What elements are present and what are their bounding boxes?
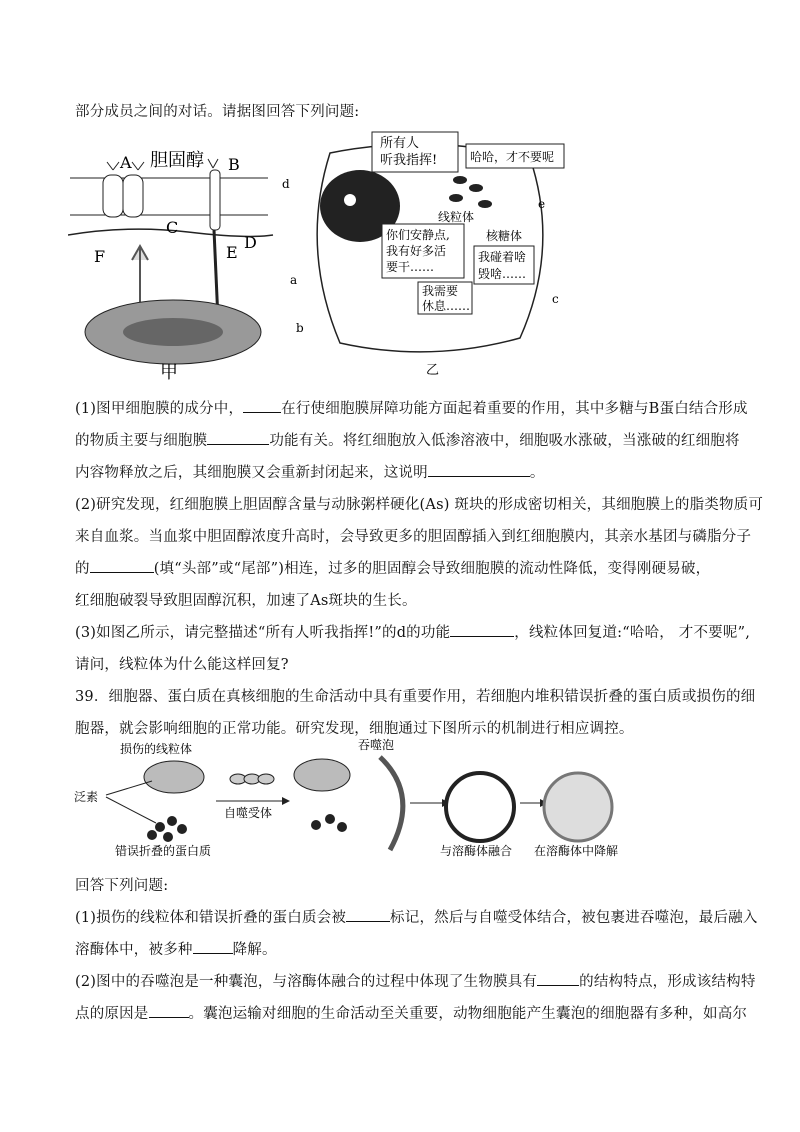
q39-1-line1: (1)损伤的线粒体和错误折叠的蛋白质会被 标记，然后与自噬受体结合，被包裹进吞噬泡，最后融入 xyxy=(75,910,758,926)
svg-text:A: A xyxy=(120,153,132,172)
svg-text:哈哈，才不要呢: 哈哈，才不要呢 xyxy=(470,150,555,164)
svg-text:d: d xyxy=(282,177,290,191)
q39-2-line1: (2)图中的吞噬泡是一种囊泡，与溶酶体融合的过程中体现了生物膜具有 的结构特点，形成该结构特 xyxy=(75,974,756,990)
figure-jia xyxy=(68,140,278,380)
svg-text:线粒体: 线粒体 xyxy=(438,210,475,224)
protein-a1 xyxy=(103,175,123,217)
answer-blank[interactable] xyxy=(450,624,514,637)
svg-text:听我指挥!: 听我指挥! xyxy=(380,153,438,168)
q2-line4: 红细胞破裂导致胆固醇沉积，加速了As斑块的生长。 xyxy=(75,593,417,609)
autophagosome-membrane xyxy=(380,757,403,850)
svg-text:在溶酶体中降解: 在溶酶体中降解 xyxy=(534,844,619,858)
svg-text:E: E xyxy=(226,243,238,262)
svg-text:甲: 甲 xyxy=(160,362,178,380)
svg-text:b: b xyxy=(296,321,304,335)
svg-text:乙: 乙 xyxy=(426,363,440,378)
svg-text:所有人: 所有人 xyxy=(380,136,420,151)
figure-autophagy xyxy=(60,735,660,860)
svg-text:要干……: 要干…… xyxy=(386,260,435,274)
damaged-mitochondrion xyxy=(144,761,204,793)
q2-line1: (2)研究发现，红细胞膜上胆固醇含量与动脉粥样硬化(As) 斑块的形成密切相关，其细胞膜上的脂类物质可 xyxy=(75,497,764,513)
answer-blank[interactable] xyxy=(149,1005,189,1018)
fusion-vesicle xyxy=(446,773,514,841)
figure-yi xyxy=(280,128,580,378)
svg-text:D: D xyxy=(244,233,257,252)
svg-text:c: c xyxy=(552,292,559,306)
protein-a2 xyxy=(123,175,143,217)
svg-text:我碰着啥: 我碰着啥 xyxy=(478,250,527,264)
svg-text:与溶酶体融合: 与溶酶体融合 xyxy=(440,844,513,858)
svg-text:B: B xyxy=(228,155,240,174)
q1-line1: (1)图甲细胞膜的成分中， 在行使细胞膜屏障功能方面起着重要的作用，其中多糖与B蛋白结合形成 xyxy=(75,401,748,417)
svg-text:我有好多活: 我有好多活 xyxy=(386,244,447,258)
svg-text:休息……: 休息…… xyxy=(422,299,471,313)
lysosome xyxy=(544,773,612,841)
svg-text:a: a xyxy=(290,273,298,287)
answer-blank[interactable] xyxy=(207,432,269,445)
svg-text:e: e xyxy=(538,197,546,211)
q39-1-line2: 溶酶体中，被多种 降解。 xyxy=(75,942,277,958)
q2-line2: 来自血浆。当血浆中胆固醇浓度升高时，会导致更多的胆固醇插入到红细胞膜内，其亲水基团与磷脂分子 xyxy=(75,529,752,545)
q3-line2: 请问，线粒体为什么能这样回复? xyxy=(75,657,289,673)
svg-text:损伤的线粒体: 损伤的线粒体 xyxy=(120,742,193,756)
answer-blank[interactable] xyxy=(193,941,233,954)
protein-b xyxy=(210,170,220,230)
svg-text:吞噬泡: 吞噬泡 xyxy=(358,738,395,752)
q39-line2: 胞器，就会影响细胞的正常功能。研究发现，细胞通过下图所示的机制进行相应调控。 xyxy=(75,721,634,737)
q39-line1: 39．细胞器、蛋白质在真核细胞的生命活动中具有重要作用，若细胞内堆积错误折叠的蛋白质或损伤的细 xyxy=(75,689,756,705)
q2-line3: 的 (填“头部”或“尾部”)相连，过多的胆固醇会导致细胞膜的流动性降低，变得刚硬易破， xyxy=(75,561,711,577)
answer-blank[interactable] xyxy=(428,464,530,477)
svg-text:C: C xyxy=(166,218,179,237)
answer-blank[interactable] xyxy=(90,560,154,573)
svg-text:泛素: 泛素 xyxy=(74,790,99,804)
answer-blank[interactable] xyxy=(346,909,390,922)
membrane-bilayer xyxy=(70,178,268,215)
answer-blank[interactable] xyxy=(537,973,579,986)
q39-2-line2: 点的原因是 。囊泡运输对细胞的生命活动至关重要，动物细胞能产生囊泡的细胞器有多种，如高尔 xyxy=(75,1006,748,1022)
svg-text:胆固醇: 胆固醇 xyxy=(150,150,204,171)
svg-text:F: F xyxy=(94,247,106,266)
svg-text:错误折叠的蛋白质: 错误折叠的蛋白质 xyxy=(115,844,212,858)
q1-line3: 内容物释放之后，其细胞膜又会重新封闭起来，这说明 。 xyxy=(75,465,545,481)
answer-intro: 回答下列问题: xyxy=(75,878,169,894)
svg-text:自噬受体: 自噬受体 xyxy=(224,806,273,820)
intro-text: 部分成员之间的对话。请据图回答下列问题: xyxy=(75,104,360,120)
misfolded-protein-cluster xyxy=(147,816,187,842)
svg-text:核糖体: 核糖体 xyxy=(486,229,523,243)
answer-blank[interactable] xyxy=(243,400,281,413)
svg-text:你们安静点,: 你们安静点, xyxy=(386,228,450,242)
q1-line2: 的物质主要与细胞膜 功能有关。将红细胞放入低渗溶液中，细胞吸水涨破，当涨破的红细胞将 xyxy=(75,433,740,449)
svg-text:毁啥……: 毁啥…… xyxy=(478,267,527,281)
q3-line1: (3)如图乙所示，请完整描述“所有人听我指挥!”的d的功能 ，线粒体回复道:“哈哈， 才不要呢”, xyxy=(75,625,751,641)
svg-text:我需要: 我需要 xyxy=(422,284,459,298)
